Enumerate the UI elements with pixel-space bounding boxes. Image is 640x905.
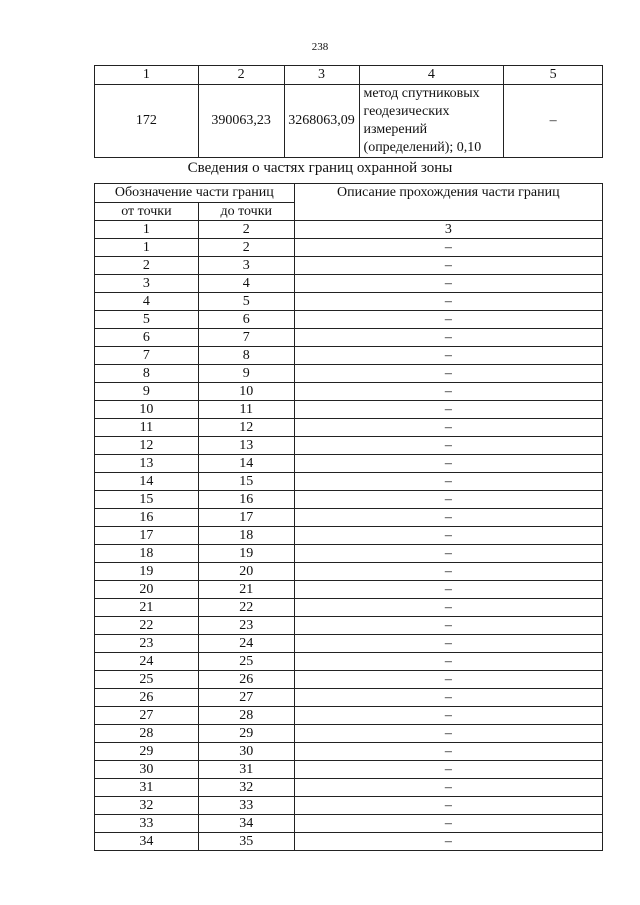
table-row: [95, 545, 603, 563]
from-point-cell: 9: [95, 383, 199, 401]
coordinate-y: 3268063,09: [284, 85, 359, 158]
table-row: [95, 797, 603, 815]
boundary-parts-table: [94, 183, 603, 851]
description-cell: –: [294, 797, 602, 815]
description-cell: –: [294, 833, 602, 851]
from-point-cell: 8: [95, 365, 199, 383]
to-point-cell: 24: [198, 635, 294, 653]
description-cell: –: [294, 707, 602, 725]
coordinates-row: [95, 85, 603, 158]
table-row: [95, 365, 603, 383]
table-row: [95, 833, 603, 851]
from-point-cell: 24: [95, 653, 199, 671]
table-row: [95, 293, 603, 311]
from-point-cell: 32: [95, 797, 199, 815]
to-point-cell: 13: [198, 437, 294, 455]
from-point-cell: 34: [95, 833, 199, 851]
to-point-cell: 19: [198, 545, 294, 563]
description-cell: –: [294, 365, 602, 383]
table-row: [95, 725, 603, 743]
table-row: [95, 689, 603, 707]
table-row: [95, 419, 603, 437]
to-point-cell: 34: [198, 815, 294, 833]
to-point-cell: 33: [198, 797, 294, 815]
description-cell: –: [294, 275, 602, 293]
from-point-cell: 28: [95, 725, 199, 743]
table-row: [95, 563, 603, 581]
coordinate-x: 390063,23: [198, 85, 284, 158]
description-cell: –: [294, 581, 602, 599]
description-cell: –: [294, 563, 602, 581]
from-point-cell: 18: [95, 545, 199, 563]
to-point-cell: 26: [198, 671, 294, 689]
description-cell: –: [294, 437, 602, 455]
from-point-cell: 6: [95, 329, 199, 347]
table-row: [95, 671, 603, 689]
description-cell: –: [294, 257, 602, 275]
to-point-cell: 11: [198, 401, 294, 419]
method-line: метод спутниковых: [363, 86, 480, 101]
to-point-cell: 22: [198, 599, 294, 617]
to-point-cell: 27: [198, 689, 294, 707]
to-point-cell: 28: [198, 707, 294, 725]
from-point-cell: 11: [95, 419, 199, 437]
col-header-5: 5: [504, 66, 603, 85]
description-cell: –: [294, 545, 602, 563]
col-header-4: 4: [359, 66, 504, 85]
description-cell: –: [294, 455, 602, 473]
to-point-cell: 18: [198, 527, 294, 545]
header-description: Описание прохождения части границ: [294, 184, 602, 221]
to-point-cell: 30: [198, 743, 294, 761]
table-row: [95, 509, 603, 527]
description-cell: –: [294, 527, 602, 545]
col-header-1: 1: [95, 66, 199, 85]
description-cell: –: [294, 815, 602, 833]
description-cell: –: [294, 599, 602, 617]
description-cell: –: [294, 347, 602, 365]
from-point-cell: 20: [95, 581, 199, 599]
table-row: [95, 743, 603, 761]
from-point-cell: 17: [95, 527, 199, 545]
coordinates-table: [94, 65, 603, 158]
description-cell: –: [294, 401, 602, 419]
table-row: [95, 653, 603, 671]
to-point-cell: 2: [198, 239, 294, 257]
from-point-cell: 1: [95, 239, 199, 257]
description-cell: –: [294, 509, 602, 527]
from-point-cell: 26: [95, 689, 199, 707]
description-cell: –: [294, 473, 602, 491]
from-point-cell: 12: [95, 437, 199, 455]
to-point-cell: 23: [198, 617, 294, 635]
from-point-cell: 10: [95, 401, 199, 419]
to-point-cell: 7: [198, 329, 294, 347]
to-point-cell: 6: [198, 311, 294, 329]
description-cell: –: [294, 635, 602, 653]
parts-header-row: [95, 184, 603, 203]
section-title: Сведения о частях границ охранной зоны: [187, 160, 453, 176]
table-row: [95, 581, 603, 599]
description-cell: –: [294, 779, 602, 797]
table-row: [95, 437, 603, 455]
method-line: измерений: [363, 122, 428, 137]
from-point-cell: 13: [95, 455, 199, 473]
description-cell: –: [294, 671, 602, 689]
coordinates-header-row: [95, 66, 603, 85]
from-point-cell: 25: [95, 671, 199, 689]
from-point-cell: 2: [95, 257, 199, 275]
description-cell: –: [294, 239, 602, 257]
from-point-cell: 7: [95, 347, 199, 365]
to-point-cell: 8: [198, 347, 294, 365]
table-row: [95, 599, 603, 617]
description-cell: –: [294, 617, 602, 635]
to-point-cell: 14: [198, 455, 294, 473]
to-point-cell: 17: [198, 509, 294, 527]
to-point-cell: 5: [198, 293, 294, 311]
method-line: (определений); 0,10: [363, 140, 482, 155]
col-header-3: 3: [284, 66, 359, 85]
table-row: [95, 275, 603, 293]
number-cell: 2: [198, 221, 294, 239]
table-row: [95, 473, 603, 491]
from-point-cell: 4: [95, 293, 199, 311]
description-cell: –: [294, 311, 602, 329]
table-row: [95, 491, 603, 509]
description-cell: –: [294, 653, 602, 671]
description-cell: –: [294, 491, 602, 509]
table-row: [95, 239, 603, 257]
table-row: [95, 617, 603, 635]
method-line: геодезических: [363, 104, 450, 119]
description-cell: –: [294, 725, 602, 743]
table-row: [95, 455, 603, 473]
table-row: [95, 401, 603, 419]
from-point-cell: 3: [95, 275, 199, 293]
to-point-cell: 21: [198, 581, 294, 599]
from-point-cell: 19: [95, 563, 199, 581]
from-point-cell: 23: [95, 635, 199, 653]
from-point-cell: 33: [95, 815, 199, 833]
description-cell: –: [294, 689, 602, 707]
to-point-cell: 32: [198, 779, 294, 797]
number-cell: 1: [95, 221, 199, 239]
header-from-point: от точки: [95, 203, 199, 221]
description-cell: –: [294, 383, 602, 401]
to-point-cell: 29: [198, 725, 294, 743]
to-point-cell: 25: [198, 653, 294, 671]
from-point-cell: 21: [95, 599, 199, 617]
description-cell: –: [294, 293, 602, 311]
parts-number-row: [95, 221, 603, 239]
from-point-cell: 14: [95, 473, 199, 491]
table-row: [95, 347, 603, 365]
from-point-cell: 5: [95, 311, 199, 329]
from-point-cell: 27: [95, 707, 199, 725]
to-point-cell: 35: [198, 833, 294, 851]
col5-value: –: [504, 85, 603, 158]
table-row: [95, 527, 603, 545]
to-point-cell: 31: [198, 761, 294, 779]
to-point-cell: 10: [198, 383, 294, 401]
from-point-cell: 22: [95, 617, 199, 635]
from-point-cell: 30: [95, 761, 199, 779]
description-cell: –: [294, 743, 602, 761]
to-point-cell: 12: [198, 419, 294, 437]
description-cell: –: [294, 329, 602, 347]
method-cell: [359, 85, 504, 158]
from-point-cell: 15: [95, 491, 199, 509]
page-number: 238: [311, 41, 329, 53]
table-row: [95, 311, 603, 329]
description-cell: –: [294, 419, 602, 437]
to-point-cell: 15: [198, 473, 294, 491]
table-row: [95, 707, 603, 725]
to-point-cell: 3: [198, 257, 294, 275]
to-point-cell: 16: [198, 491, 294, 509]
table-row: [95, 779, 603, 797]
table-row: [95, 761, 603, 779]
to-point-cell: 20: [198, 563, 294, 581]
description-cell: –: [294, 761, 602, 779]
col-header-2: 2: [198, 66, 284, 85]
table-row: [95, 635, 603, 653]
table-row: [95, 815, 603, 833]
from-point-cell: 29: [95, 743, 199, 761]
to-point-cell: 4: [198, 275, 294, 293]
header-part-designation: Обозначение части границ: [95, 184, 295, 203]
from-point-cell: 16: [95, 509, 199, 527]
header-to-point: до точки: [198, 203, 294, 221]
table-row: [95, 257, 603, 275]
to-point-cell: 9: [198, 365, 294, 383]
table-row: [95, 329, 603, 347]
point-number: 172: [95, 85, 199, 158]
table-row: [95, 383, 603, 401]
number-cell: 3: [294, 221, 602, 239]
from-point-cell: 31: [95, 779, 199, 797]
